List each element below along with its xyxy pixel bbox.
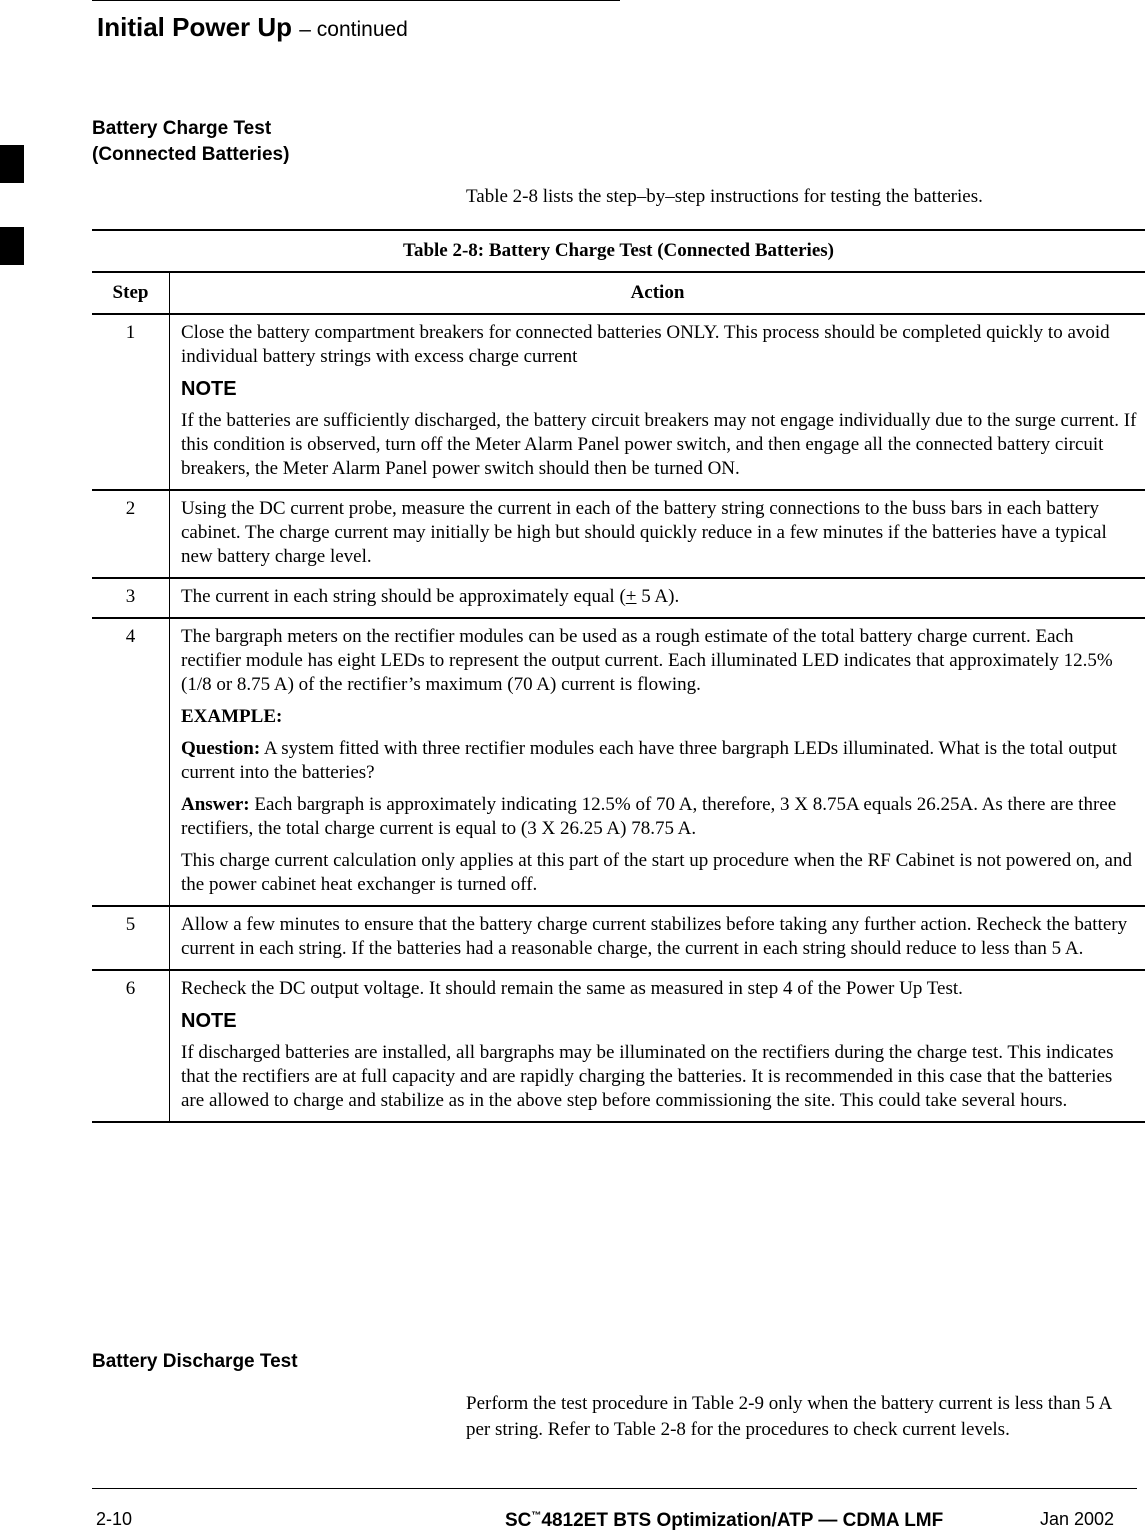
step-action <box>170 490 1146 578</box>
action-text-post: 5 A). <box>636 586 680 607</box>
example-label: EXAMPLE: <box>181 706 283 727</box>
action-text: Recheck the DC output voltage. It should remain the same as measured in step 4 of the Power Up Test. <box>181 978 963 999</box>
battery-charge-test-table <box>92 229 1145 1123</box>
example-answer <box>181 793 1137 841</box>
table-caption-text: Battery Charge Test (Connected Batteries) <box>484 240 834 261</box>
table-row <box>92 906 1145 970</box>
step-number: 4 <box>92 618 170 906</box>
column-header-action: Action <box>170 272 1146 314</box>
table-header-row <box>92 272 1145 314</box>
step-action <box>170 618 1146 906</box>
action-text: Allow a few minutes to ensure that the battery charge current stabilizes before taking any further action. Recheck the battery current in each string. If the batteries had a reasonable charge, the current in each string should reduce to less than 5 A. <box>181 914 1128 959</box>
answer-label: Answer: <box>181 794 250 815</box>
doc-sc: SC <box>505 1510 532 1531</box>
table-caption-row <box>92 230 1145 272</box>
step-action <box>170 314 1146 490</box>
action-text-pre: The current in each string should be approximately equal ( <box>181 586 626 607</box>
note-text: If the batteries are sufficiently discharged, the battery circuit breakers may not engage individually due to the surge current. If this condition is observed, turn off the Meter Alarm Panel power switch, and then engage all the connected battery circuit breakers, the Meter Alarm Panel power switch should then be turned ON. <box>181 410 1137 479</box>
table-row <box>92 314 1145 490</box>
discharge-test-paragraph: Perform the test procedure in Table 2-9 only when the battery current is less than 5 A per string. Refer to Table 2-8 for the procedures to check current levels. <box>466 1393 1112 1440</box>
header-continued: – continued <box>299 18 408 41</box>
section-title-line2: (Connected Batteries) <box>92 144 290 165</box>
step-number: 6 <box>92 970 170 1122</box>
table-row <box>92 970 1145 1122</box>
action-text: Close the battery compartment breakers for connected batteries ONLY. This process should be completed quickly to avoid individual battery strings with excess charge current <box>181 322 1110 367</box>
section-intro: Table 2-8 lists the step–by–step instructions for testing the batteries. <box>466 186 983 207</box>
page-number: 2-10 <box>96 1509 133 1529</box>
step-action <box>170 578 1146 618</box>
step-number: 5 <box>92 906 170 970</box>
note-label: NOTE <box>181 1010 237 1032</box>
table-row <box>92 618 1145 906</box>
section-title-charge-test <box>92 116 289 168</box>
doc-name: 4812ET BTS Optimization/ATP — CDMA LMF <box>541 1510 944 1531</box>
step-number: 2 <box>92 490 170 578</box>
section-title-line1: Battery Charge Test <box>92 118 272 139</box>
trademark-symbol: ™ <box>531 1510 542 1522</box>
header-rule <box>92 0 620 1</box>
chapter-tab-bar-bottom <box>0 227 24 265</box>
table-row <box>92 490 1145 578</box>
step-number: 1 <box>92 314 170 490</box>
step-action <box>170 906 1146 970</box>
answer-text: Each bargraph is approximately indicating 12.5% of 70 A, therefore, 3 X 8.75A equals 26.25A. As there are three rectifiers, the total charge current is equal to (3 X 26.25 A) 78.75 A. <box>181 794 1117 839</box>
step-number: 3 <box>92 578 170 618</box>
section-title-discharge-test: Battery Discharge Test <box>92 1351 298 1372</box>
table-caption <box>92 230 1145 272</box>
publication-date: Jan 2002 <box>1040 1509 1115 1529</box>
table-caption-label: Table 2-8: <box>403 240 485 261</box>
document-title <box>505 1510 943 1532</box>
table-row <box>92 578 1145 618</box>
action-text: Using the DC current probe, measure the current in each of the battery string connections to the buss bars in each battery cabinet. The charge current may initially be high but should quickly reduce in a few minutes if the batteries have a typical new battery charge level. <box>181 498 1107 567</box>
example-question <box>181 737 1137 785</box>
question-text: A system fitted with three rectifier modules each have three bargraph LEDs illuminated. What is the total output current into the batteries? <box>181 738 1117 783</box>
header-title: Initial Power Up <box>97 12 293 42</box>
action-text <box>181 585 1137 609</box>
plus-minus-symbol: + <box>625 586 637 607</box>
question-label: Question: <box>181 738 261 759</box>
action-text: The bargraph meters on the rectifier modules can be used as a rough estimate of the total battery charge current. Each rectifier module has eight LEDs to represent the output current. Each illuminated LED indicates that approximately 12.5% (1/8 or 8.75 A) of the rectifier’s maximum (70 A) current is flowing. <box>181 626 1113 695</box>
action-text-final: This charge current calculation only applies at this part of the start up procedure when the RF Cabinet is not powered on, and the power cabinet heat exchanger is turned off. <box>181 850 1132 895</box>
note-label: NOTE <box>181 378 237 400</box>
chapter-tab-number: 2 <box>10 163 22 185</box>
note-text: If discharged batteries are installed, all bargraphs may be illuminated on the rectifiers during the charge test. This indicates that the rectifiers are at full capacity and are rapidly charging the batteries. It is recommended in this case that the batteries are allowed to charge and stabilize as in the above step before commissioning the site. This could take several hours. <box>181 1042 1114 1111</box>
page-header <box>97 12 408 43</box>
step-action <box>170 970 1146 1122</box>
column-header-step: Step <box>92 272 170 314</box>
footer-rule <box>92 1488 1137 1489</box>
